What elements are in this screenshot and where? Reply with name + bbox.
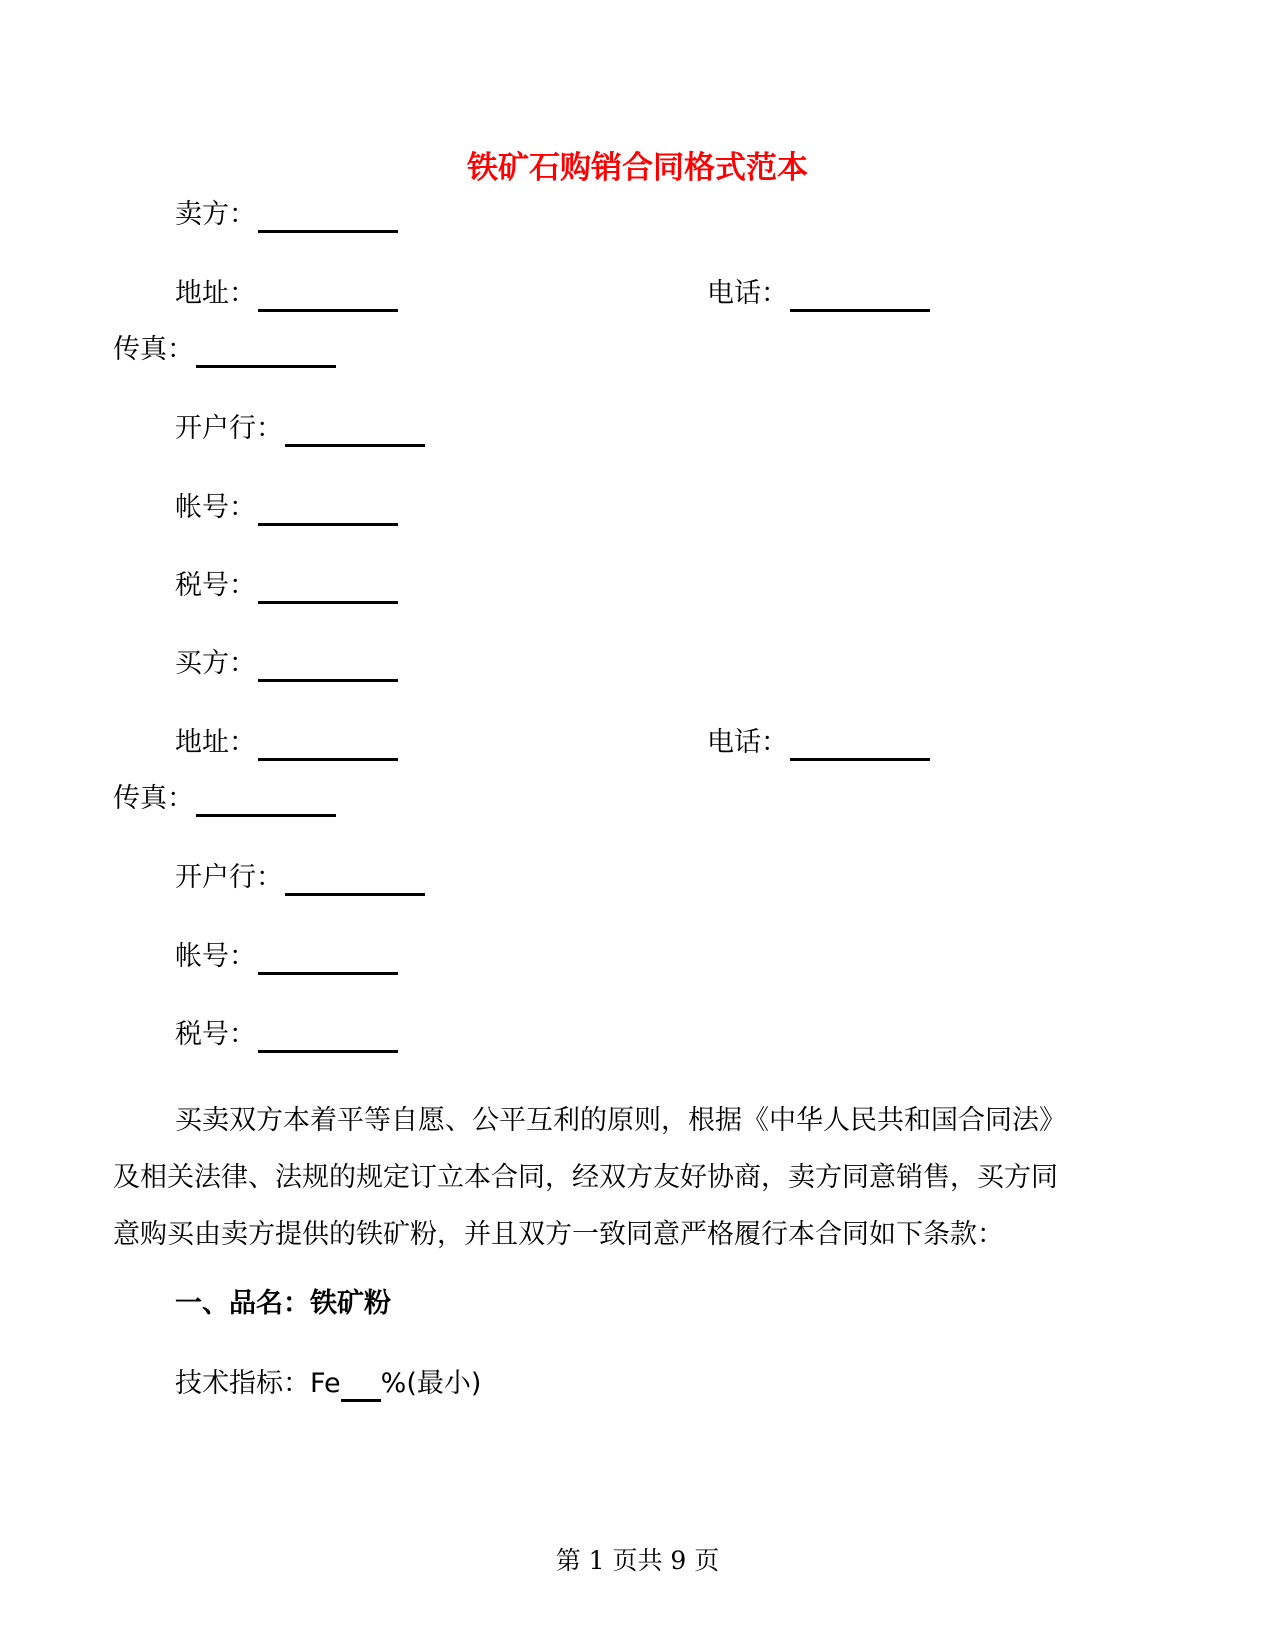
- intro-line: 买卖双方本着平等自愿、公平互利的原则，根据《中华人民共和国合同法》: [175, 1105, 1066, 1136]
- buyer-tax-label: 税号：: [175, 1019, 256, 1050]
- intro-paragraph: [113, 1092, 1173, 1263]
- spec-suffix: %(最小): [380, 1368, 482, 1399]
- seller-account-field: [175, 490, 398, 526]
- seller-address-label: 地址：: [175, 278, 256, 309]
- buyer-tax-field: [175, 1017, 398, 1053]
- buyer-account-blank: [258, 946, 398, 975]
- seller-fax-label: 传真：: [113, 334, 194, 365]
- seller-bank-field: [175, 411, 425, 447]
- seller-account-blank: [258, 497, 398, 526]
- seller-bank-label: 开户行：: [175, 413, 283, 444]
- seller-tax-label: 税号：: [175, 570, 256, 601]
- technical-spec: [175, 1366, 481, 1402]
- seller-address-blank: [258, 283, 398, 312]
- seller-bank-blank: [285, 418, 425, 447]
- buyer-bank-blank: [285, 867, 425, 896]
- intro-line: 意购买由卖方提供的铁矿粉，并且双方一致同意严格履行本合同如下条款：: [113, 1219, 1004, 1250]
- seller-label: 卖方：: [175, 199, 256, 230]
- section-1-heading: 一、品名：铁矿粉: [175, 1288, 391, 1319]
- page-footer: 第 1 页共 9 页: [555, 1546, 720, 1575]
- seller-field: [175, 197, 398, 233]
- buyer-bank-label: 开户行：: [175, 862, 283, 893]
- buyer-fax-blank: [196, 788, 336, 817]
- buyer-phone-field: [707, 725, 930, 761]
- seller-fax-field: [113, 332, 336, 368]
- seller-account-label: 帐号：: [175, 492, 256, 523]
- intro-line: 及相关法律、法规的规定订立本合同，经双方友好协商，卖方同意销售，买方同: [113, 1162, 1058, 1193]
- seller-tax-field: [175, 568, 398, 604]
- buyer-fax-field: [113, 781, 336, 817]
- seller-blank: [258, 204, 398, 233]
- seller-phone-field: [707, 276, 930, 312]
- spec-prefix: 技术指标：Fe: [175, 1368, 341, 1399]
- buyer-blank: [258, 653, 398, 682]
- seller-address-field: [175, 276, 398, 312]
- buyer-phone-label: 电话：: [707, 727, 788, 758]
- seller-tax-blank: [258, 575, 398, 604]
- buyer-address-field: [175, 725, 398, 761]
- buyer-account-field: [175, 939, 398, 975]
- fe-percent-blank: [341, 1373, 381, 1402]
- seller-phone-label: 电话：: [707, 278, 788, 309]
- seller-fax-blank: [196, 339, 336, 368]
- buyer-tax-blank: [258, 1024, 398, 1053]
- seller-phone-blank: [790, 283, 930, 312]
- buyer-phone-blank: [790, 732, 930, 761]
- buyer-address-blank: [258, 732, 398, 761]
- buyer-label: 买方：: [175, 648, 256, 679]
- buyer-fax-label: 传真：: [113, 783, 194, 814]
- document-title: 铁矿石购销合同格式范本: [467, 150, 808, 186]
- buyer-address-label: 地址：: [175, 727, 256, 758]
- buyer-field: [175, 646, 398, 682]
- buyer-account-label: 帐号：: [175, 941, 256, 972]
- buyer-bank-field: [175, 860, 425, 896]
